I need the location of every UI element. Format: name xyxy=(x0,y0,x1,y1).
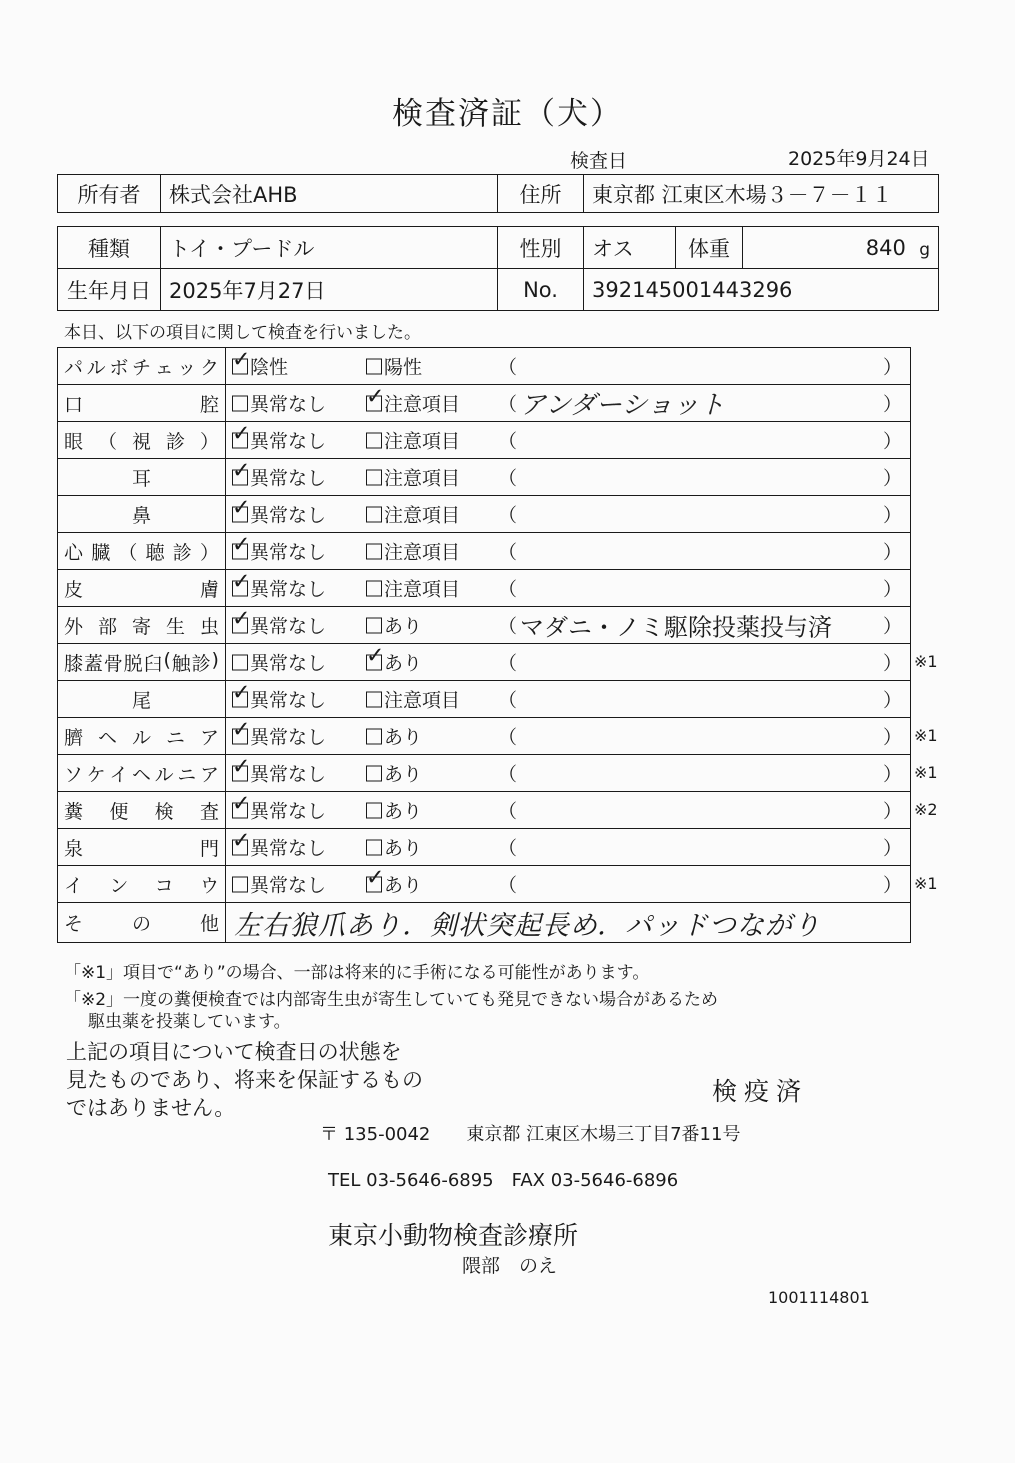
option-label: 異常なし xyxy=(250,504,327,527)
option-a[interactable] xyxy=(232,649,326,676)
quarantine-stamp: 検疫済 xyxy=(712,1077,809,1106)
option-b[interactable] xyxy=(366,353,422,380)
checkmark-icon: ✓ xyxy=(232,791,251,816)
option-label: 異常なし xyxy=(250,652,327,675)
checkbox[interactable] xyxy=(232,680,251,707)
option-a[interactable] xyxy=(232,390,326,417)
checkbox[interactable] xyxy=(366,358,382,374)
footnote-2-line2: 駆虫薬を投薬しています。 xyxy=(88,1012,291,1032)
checkmark-icon: ✓ xyxy=(366,865,385,890)
checkbox[interactable] xyxy=(366,865,385,892)
exam-item-name: 皮 膚 xyxy=(64,578,219,601)
checkmark-icon: ✓ xyxy=(232,754,251,779)
exam-item-name: 尾 xyxy=(131,689,151,712)
option-a[interactable] xyxy=(232,791,327,824)
note-paren-close: ） xyxy=(882,504,902,527)
option-a[interactable] xyxy=(232,569,327,602)
option-label: 注意項目 xyxy=(384,393,461,416)
option-label: 注意項目 xyxy=(384,541,461,564)
checkbox[interactable] xyxy=(366,691,382,707)
exam-row xyxy=(58,385,911,422)
document-number: 1001114801 xyxy=(768,1288,870,1307)
option-label: あり xyxy=(384,726,423,749)
exam-item-result xyxy=(226,422,911,459)
exam-row xyxy=(58,422,911,459)
note-paren-close: ） xyxy=(882,874,902,897)
option-a[interactable] xyxy=(232,828,327,861)
option-label: あり xyxy=(384,615,423,638)
note-paren-open: （ xyxy=(498,467,518,490)
owner-table xyxy=(57,174,939,213)
exam-item-result xyxy=(226,755,911,792)
exam-item-name: イ ン コ ウ xyxy=(64,874,219,897)
no-value: 392145001443296 xyxy=(584,269,939,311)
option-label: あり xyxy=(384,763,423,786)
exam-item-name: 耳 xyxy=(131,467,151,490)
option-label: 異常なし xyxy=(250,393,327,416)
option-b[interactable] xyxy=(366,865,423,898)
option-a[interactable] xyxy=(232,606,327,639)
other-value-cell xyxy=(226,903,911,943)
owner-label: 所有者 xyxy=(58,175,161,213)
no-label: No. xyxy=(498,269,584,311)
exam-row xyxy=(58,681,911,718)
exam-item-result xyxy=(226,496,911,533)
option-a[interactable] xyxy=(232,680,327,713)
option-a[interactable] xyxy=(232,347,289,380)
checkbox[interactable] xyxy=(232,606,251,633)
checkbox[interactable] xyxy=(366,728,382,744)
checkbox[interactable] xyxy=(366,469,382,485)
note-paren-close: ） xyxy=(882,393,902,416)
exam-item-name: 糞 便 検 査 xyxy=(64,800,219,823)
checkbox[interactable] xyxy=(232,754,251,781)
clinic-name: 東京小動物検査診療所 xyxy=(328,1221,579,1250)
exam-item-label xyxy=(58,570,226,607)
checkmark-icon: ✓ xyxy=(366,643,385,668)
exam-item-result xyxy=(226,385,911,422)
exam-row xyxy=(58,644,911,681)
footnote-ref-mark: ※1 xyxy=(914,726,938,745)
note-paren-close: ） xyxy=(882,837,902,860)
clinic-tel-fax: TEL 03-5646-6895 FAX 03-5646-6896 xyxy=(328,1170,679,1191)
exam-row xyxy=(58,607,911,644)
exam-item-result xyxy=(226,459,911,496)
exam-row xyxy=(58,792,911,829)
footnote-ref-mark: ※1 xyxy=(914,652,938,671)
weight-cell xyxy=(743,227,939,269)
option-label: 異常なし xyxy=(250,726,327,749)
checkbox[interactable] xyxy=(232,395,248,411)
note-paren-open: （ xyxy=(498,837,518,860)
exam-item-name: ソ ケ イ ヘ ル ニ ア xyxy=(64,763,219,786)
birth-value: 2025年7月27日 xyxy=(161,269,498,311)
exam-note: マダニ・ノミ駆除投薬投与済 xyxy=(520,613,832,642)
option-b[interactable] xyxy=(366,427,460,454)
option-a[interactable] xyxy=(232,421,327,454)
note-paren-close: ） xyxy=(882,615,902,638)
weight-label: 体重 xyxy=(676,227,743,269)
option-label: あり xyxy=(384,652,423,675)
exam-item-label xyxy=(58,718,226,755)
note-paren-close: ） xyxy=(882,726,902,749)
checkmark-icon: ✓ xyxy=(232,680,251,705)
address-label: 住所 xyxy=(498,175,584,213)
exam-date-value: 2025年9月24日 xyxy=(788,148,930,170)
exam-item-result xyxy=(226,348,911,385)
option-label: あり xyxy=(384,874,423,897)
option-label: 異常なし xyxy=(250,430,327,453)
option-label: 注意項目 xyxy=(384,689,461,712)
checkbox[interactable] xyxy=(366,839,382,855)
animal-table xyxy=(57,226,939,311)
note-paren-open: （ xyxy=(498,430,518,453)
note-paren-close: ） xyxy=(882,689,902,712)
note-paren-open: （ xyxy=(498,726,518,749)
option-b[interactable] xyxy=(366,797,422,824)
checkmark-icon: ✓ xyxy=(232,532,251,557)
note-paren-open: （ xyxy=(498,652,518,675)
note-paren-close: ） xyxy=(882,356,902,379)
option-label: 陰性 xyxy=(250,356,289,379)
exam-row xyxy=(58,755,911,792)
exam-item-result xyxy=(226,607,911,644)
exam-item-name: 外 部 寄 生 虫 xyxy=(64,615,219,638)
checkbox[interactable] xyxy=(232,532,251,559)
exam-item-result xyxy=(226,681,911,718)
exam-item-result xyxy=(226,533,911,570)
exam-item-name: パ ル ボ チ ェ ッ ク xyxy=(64,356,219,379)
exam-item-label xyxy=(58,755,226,792)
exam-item-label xyxy=(58,496,226,533)
note-paren-open: （ xyxy=(498,615,518,638)
note-paren-close: ） xyxy=(882,800,902,823)
other-label-cell xyxy=(58,903,226,943)
option-b[interactable] xyxy=(366,612,422,639)
checkbox[interactable] xyxy=(232,828,251,855)
exam-item-name: 膝 蓋 骨 脱 臼 ( 触 診 ) xyxy=(64,648,219,675)
option-label: 注意項目 xyxy=(384,504,461,527)
checkbox[interactable] xyxy=(366,802,382,818)
other-label: そ の 他 xyxy=(64,913,219,935)
exam-item-name: 泉 門 xyxy=(64,837,219,860)
note-paren-close: ） xyxy=(882,430,902,453)
note-paren-open: （ xyxy=(498,393,518,416)
exam-row xyxy=(58,459,911,496)
checkbox[interactable] xyxy=(232,717,251,744)
doctor-name: 隈部 のえ xyxy=(462,1255,558,1277)
checkbox[interactable] xyxy=(232,654,248,670)
option-label: 異常なし xyxy=(250,800,327,823)
exam-note: アンダーショット xyxy=(520,390,725,421)
sex-label: 性別 xyxy=(498,227,584,269)
birth-label: 生年月日 xyxy=(58,269,161,311)
checkmark-icon: ✓ xyxy=(232,717,251,742)
exam-item-label xyxy=(58,348,226,385)
checkmark-icon: ✓ xyxy=(232,421,251,446)
option-label: 注意項目 xyxy=(384,430,461,453)
option-b[interactable] xyxy=(366,464,460,491)
note-paren-open: （ xyxy=(498,578,518,601)
option-a[interactable] xyxy=(232,871,326,898)
option-label: 異常なし xyxy=(250,578,327,601)
exam-item-label xyxy=(58,459,226,496)
checkbox[interactable] xyxy=(232,458,251,485)
option-label: 異常なし xyxy=(250,689,327,712)
option-label: 異常なし xyxy=(250,467,327,490)
option-label: 注意項目 xyxy=(384,467,461,490)
breed-value: トイ・プードル xyxy=(161,227,498,269)
option-label: 注意項目 xyxy=(384,578,461,601)
footnote-2-line1: 「※2」一度の糞便検査では内部寄生虫が寄生していても発見できない場合があるため xyxy=(64,990,719,1010)
checkbox[interactable] xyxy=(366,617,382,633)
exam-date-label: 検査日 xyxy=(570,150,628,172)
exam-item-name: 臍 ヘ ル ニ ア xyxy=(64,726,219,749)
exam-item-label xyxy=(58,422,226,459)
intro-text: 本日、以下の項目に関して検査を行いました。 xyxy=(64,323,421,343)
exam-item-result xyxy=(226,829,911,866)
checkbox[interactable] xyxy=(232,421,251,448)
exam-item-label xyxy=(58,607,226,644)
checkbox[interactable] xyxy=(366,765,382,781)
note-paren-close: ） xyxy=(882,652,902,675)
checkbox[interactable] xyxy=(232,495,251,522)
checkbox[interactable] xyxy=(366,384,385,411)
option-b[interactable] xyxy=(366,384,461,417)
note-paren-open: （ xyxy=(498,800,518,823)
note-paren-close: ） xyxy=(882,763,902,786)
checkbox[interactable] xyxy=(232,791,251,818)
weight-value: 840 xyxy=(865,235,906,260)
exam-item-label xyxy=(58,533,226,570)
option-label: 異常なし xyxy=(250,837,327,860)
breed-label: 種類 xyxy=(58,227,161,269)
document-title: 検査済証（犬） xyxy=(392,96,623,132)
note-paren-close: ） xyxy=(882,467,902,490)
checkbox[interactable] xyxy=(232,876,248,892)
other-value: 左右狼爪あり．剣状突起長め．パッドつながり xyxy=(234,910,821,941)
option-label: あり xyxy=(384,837,423,860)
owner-value: 株式会社AHB xyxy=(161,175,498,213)
checkbox[interactable] xyxy=(366,432,382,448)
checkmark-icon: ✓ xyxy=(232,569,251,594)
exam-item-label xyxy=(58,792,226,829)
exam-item-label xyxy=(58,644,226,681)
option-a[interactable] xyxy=(232,495,327,528)
option-b[interactable] xyxy=(366,501,460,528)
checkmark-icon: ✓ xyxy=(232,606,251,631)
exam-item-result xyxy=(226,792,911,829)
exam-item-result xyxy=(226,570,911,607)
footnote-ref-mark: ※1 xyxy=(914,874,938,893)
exam-item-result xyxy=(226,644,911,681)
exam-item-name: 眼 （ 視 診 ） xyxy=(64,430,219,453)
checkmark-icon: ✓ xyxy=(232,495,251,520)
option-b[interactable] xyxy=(366,760,422,787)
exam-item-name: 心 臓 （ 聴 診 ） xyxy=(64,541,219,564)
exam-item-label xyxy=(58,866,226,903)
address-value: 東京都 江東区木場３－７－１１ xyxy=(584,175,939,213)
checkmark-icon: ✓ xyxy=(232,828,251,853)
exam-row xyxy=(58,718,911,755)
note-paren-close: ） xyxy=(882,578,902,601)
note-paren-open: （ xyxy=(498,689,518,712)
checkmark-icon: ✓ xyxy=(232,347,251,372)
option-label: 異常なし xyxy=(250,874,327,897)
exam-item-name: 口 腔 xyxy=(64,393,219,416)
checkbox[interactable] xyxy=(366,580,382,596)
footnote-ref-mark: ※1 xyxy=(914,763,938,782)
option-b[interactable] xyxy=(366,686,460,713)
checkbox[interactable] xyxy=(366,506,382,522)
exam-item-name: 鼻 xyxy=(131,504,151,527)
option-b[interactable] xyxy=(366,834,422,861)
exam-item-label xyxy=(58,385,226,422)
note-paren-open: （ xyxy=(498,356,518,379)
checkmark-icon: ✓ xyxy=(232,458,251,483)
exam-table xyxy=(57,347,911,943)
exam-item-result xyxy=(226,718,911,755)
exam-item-result xyxy=(226,866,911,903)
option-b[interactable] xyxy=(366,643,423,676)
checkbox[interactable] xyxy=(366,643,385,670)
exam-row xyxy=(58,829,911,866)
exam-item-label xyxy=(58,829,226,866)
note-paren-close: ） xyxy=(882,541,902,564)
weight-unit: g xyxy=(919,239,930,260)
note-paren-open: （ xyxy=(498,763,518,786)
checkbox[interactable] xyxy=(366,543,382,559)
footnote-1: 「※1」項目で“あり”の場合、一部は将来的に手術になる可能性があります。 xyxy=(64,963,650,983)
option-a[interactable] xyxy=(232,458,327,491)
note-paren-open: （ xyxy=(498,504,518,527)
exam-row xyxy=(58,496,911,533)
disclaimer: 上記の項目について検査日の状態を 見たものであり、将来を保証するもの ではありません。 xyxy=(66,1040,423,1120)
option-label: 陽性 xyxy=(384,356,423,379)
note-paren-open: （ xyxy=(498,874,518,897)
option-b[interactable] xyxy=(366,575,460,602)
exam-row xyxy=(58,533,911,570)
option-a[interactable] xyxy=(232,717,327,750)
option-label: 異常なし xyxy=(250,615,327,638)
checkbox[interactable] xyxy=(232,569,251,596)
option-label: 異常なし xyxy=(250,763,327,786)
exam-item-label xyxy=(58,681,226,718)
note-paren-open: （ xyxy=(498,541,518,564)
checkmark-icon: ✓ xyxy=(366,384,385,409)
option-b[interactable] xyxy=(366,723,422,750)
exam-row xyxy=(58,348,911,385)
footnote-ref-mark: ※2 xyxy=(914,800,938,819)
clinic-address: 〒 135-0042 東京都 江東区木場三丁目7番11号 xyxy=(320,1124,741,1145)
exam-row xyxy=(58,570,911,607)
option-a[interactable] xyxy=(232,754,327,787)
sex-value: オス xyxy=(584,227,676,269)
option-a[interactable] xyxy=(232,532,327,565)
checkbox[interactable] xyxy=(232,347,251,374)
option-label: 異常なし xyxy=(250,541,327,564)
option-label: あり xyxy=(384,800,423,823)
exam-row xyxy=(58,866,911,903)
option-b[interactable] xyxy=(366,538,460,565)
